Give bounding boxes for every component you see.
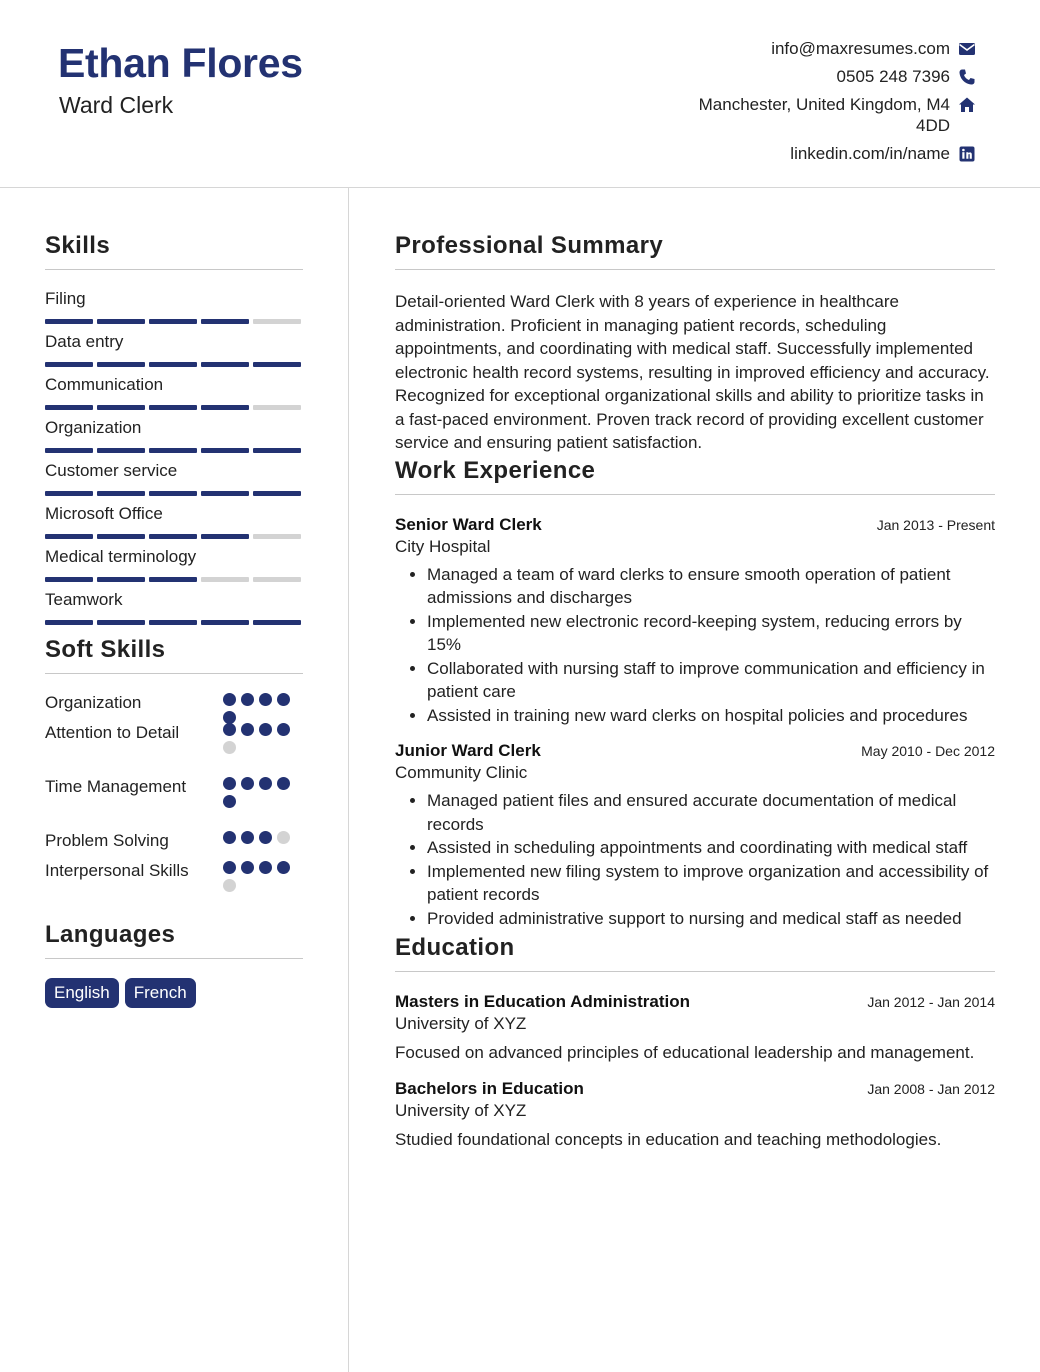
skill-level-segment [97,577,145,582]
job-bullet: • Managed patient files and ensured accurate documentation of medical records [427,789,995,836]
skill-label: Organization [45,418,142,437]
contact-list [656,38,976,171]
skill-level-segment [149,491,197,496]
job-bullet: • Managed a team of ward clerks to ensure smooth operation of patient admissions and discharges [427,563,995,610]
skill-label: Customer service [45,461,178,480]
skill-item [45,331,303,374]
soft-skills-heading: Soft Skills [45,636,303,674]
skill-item [45,460,303,503]
column-divider [348,188,349,1372]
contact-phone-text[interactable]: 0505 248 7396 [836,67,950,86]
job-organization: Community Clinic [395,763,528,782]
skill-level-segment [253,405,301,410]
envelope-icon [958,40,976,58]
rating-dot [223,723,236,736]
skill-level-segment [253,577,301,582]
contact-phone[interactable] [656,66,976,87]
skill-level-segment [149,362,197,367]
rating-dot [223,861,236,874]
skill-level-segment [201,448,249,453]
skill-level-segment [97,491,145,496]
skill-level-segment [45,577,93,582]
rating-dot [259,723,272,736]
skill-level-segment [149,620,197,625]
education-header [395,1079,995,1099]
skill-level-segment [149,405,197,410]
skill-level-segment [201,405,249,410]
rating-dot [241,777,254,790]
rating-dot [223,795,236,808]
skill-item [45,374,303,417]
education-school: University of XYZ [395,1014,527,1033]
soft-skill-item [45,691,303,721]
skill-level-segment [97,405,145,410]
rating-dot [277,861,290,874]
skill-item [45,288,303,331]
skill-item [45,589,303,632]
rating-dot [223,741,236,754]
skill-level-segment [45,491,93,496]
rating-dot [223,777,236,790]
soft-skill-rating [223,721,303,754]
job-bullet: • Assisted in scheduling appointments and coordinating with medical staff [427,836,995,860]
education-description: Focused on advanced principles of educational leadership and management. [395,1043,975,1062]
candidate-role: Ward Clerk [59,92,174,118]
job-bullet: • Implemented new electronic record-keeping system, reducing errors by 15% [427,610,995,657]
job-bullets [395,789,995,930]
skill-level-segment [201,319,249,324]
skill-level-segment [45,448,93,453]
soft-skill-item [45,775,303,829]
language-badge: English [45,978,119,1008]
skill-label: Microsoft Office [45,504,163,523]
soft-skills-list [45,691,303,913]
job-dates: May 2010 - Dec 2012 [861,743,995,759]
rating-dot [223,831,236,844]
education-school: University of XYZ [395,1101,527,1120]
candidate-name: Ethan Flores [58,40,303,86]
soft-skill-label: Interpersonal Skills [45,861,189,880]
skill-level-segment [201,362,249,367]
skill-item [45,546,303,589]
languages-heading: Languages [45,921,303,959]
resume-header [0,0,1040,188]
left-column [45,232,303,1008]
skill-level-segment [253,620,301,625]
skill-level-segment [45,405,93,410]
skills-heading: Skills [45,232,303,270]
job-organization: City Hospital [395,536,491,556]
linkedin-icon [958,145,976,163]
rating-dot [259,831,272,844]
skill-label: Data entry [45,332,124,351]
skill-level-segment [45,362,93,367]
contact-linkedin[interactable] [656,143,976,164]
skills-list [45,288,303,632]
rating-dot [241,693,254,706]
skill-level-segment [253,362,301,367]
contact-address [656,94,976,136]
education-dates: Jan 2012 - Jan 2014 [867,994,995,1010]
skill-level-bars [45,620,303,625]
rating-dot [277,723,290,736]
skill-level-bars [45,405,303,410]
skill-label: Medical terminology [45,547,197,566]
job-bullets [395,563,995,728]
languages-list [45,978,303,1008]
skill-level-segment [45,620,93,625]
skill-level-segment [201,534,249,539]
skill-level-segment [253,534,301,539]
education-entry [395,1079,995,1152]
soft-skill-rating [223,829,303,844]
soft-skill-label: Problem Solving [45,831,169,850]
soft-skill-label: Time Management [45,777,187,796]
rating-dot [259,693,272,706]
contact-address-text: Manchester, United Kingdom, M4 4DD [698,95,950,135]
job-bullet: • Provided administrative support to nursing and medical staff as needed [427,907,995,931]
skill-level-segment [97,448,145,453]
soft-skill-label: Organization [45,693,142,712]
summary-heading: Professional Summary [395,232,995,270]
rating-dot [277,777,290,790]
skill-level-segment [253,491,301,496]
soft-skill-rating [223,775,303,808]
skill-level-segment [149,577,197,582]
experience-list [395,515,995,931]
soft-skill-item [45,829,303,859]
skill-label: Teamwork [45,590,123,609]
soft-skill-item [45,859,303,913]
soft-skill-item [45,721,303,775]
skill-level-bars [45,534,303,539]
skill-level-bars [45,577,303,582]
rating-dot [223,879,236,892]
skill-level-segment [149,319,197,324]
rating-dot [241,831,254,844]
skill-level-segment [253,319,301,324]
job-entry [395,741,995,930]
rating-dot [259,777,272,790]
skill-level-segment [45,319,93,324]
job-header [395,741,995,761]
language-badge: French [125,978,196,1008]
contact-email[interactable] [656,38,976,59]
skill-level-segment [201,577,249,582]
education-degree: Bachelors in Education [395,1079,584,1098]
skill-level-segment [201,620,249,625]
skill-level-bars [45,319,303,324]
soft-skill-rating [223,691,303,724]
job-title: Senior Ward Clerk [395,514,542,534]
education-degree: Masters in Education Administration [395,992,691,1011]
phone-icon [958,68,976,86]
job-title: Junior Ward Clerk [395,741,541,760]
soft-skill-rating [223,859,303,892]
skill-level-bars [45,491,303,496]
education-header [395,992,995,1012]
skill-level-bars [45,448,303,453]
skill-level-bars [45,362,303,367]
skill-level-segment [97,534,145,539]
skill-level-segment [253,448,301,453]
rating-dot [259,861,272,874]
skill-level-segment [45,534,93,539]
rating-dot [241,723,254,736]
home-icon [958,96,976,114]
rating-dot [277,693,290,706]
rating-dot [241,861,254,874]
skill-level-segment [149,534,197,539]
contact-linkedin-text[interactable]: linkedin.com/in/name [790,144,950,163]
skill-level-segment [97,362,145,367]
skill-level-segment [97,319,145,324]
job-header [395,515,995,535]
rating-dot [223,693,236,706]
job-dates: Jan 2013 - Present [876,516,995,533]
summary-text: Detail-oriented Ward Clerk with 8 years of experience in healthcare administration. Proficient in managing patient records, scheduling appointments, and coordinating with medical staff. Successfully implemented electronic health record systems, resulting in improved efficiency and accuracy. Recognized for exceptional organizational skills and ability to prioritize tasks in a fast-paced environment. Proven track record of providing excellent customer service and ensuring patient satisfaction. [395,292,990,452]
education-heading: Education [395,934,995,972]
education-entry [395,992,995,1065]
education-description: Studied foundational concepts in education and teaching methodologies. [395,1130,942,1149]
experience-heading: Work Experience [395,457,995,495]
rating-dot [277,831,290,844]
skill-level-segment [149,448,197,453]
skill-level-segment [201,491,249,496]
job-entry [395,515,995,728]
skill-level-segment [97,620,145,625]
skill-item [45,417,303,460]
job-bullet: • Collaborated with nursing staff to improve communication and efficiency in patient care [427,657,995,704]
skill-item [45,503,303,546]
skill-label: Communication [45,375,164,394]
education-dates: Jan 2008 - Jan 2012 [867,1081,995,1097]
job-bullet: • Assisted in training new ward clerks on hospital policies and procedures [427,704,995,728]
contact-email-text[interactable]: info@maxresumes.com [771,39,950,58]
education-list [395,992,995,1152]
job-bullet: • Implemented new filing system to improve organization and accessibility of patient records [427,860,995,907]
right-column [395,232,995,1152]
skill-label: Filing [45,289,86,308]
soft-skill-label: Attention to Detail [45,723,180,742]
